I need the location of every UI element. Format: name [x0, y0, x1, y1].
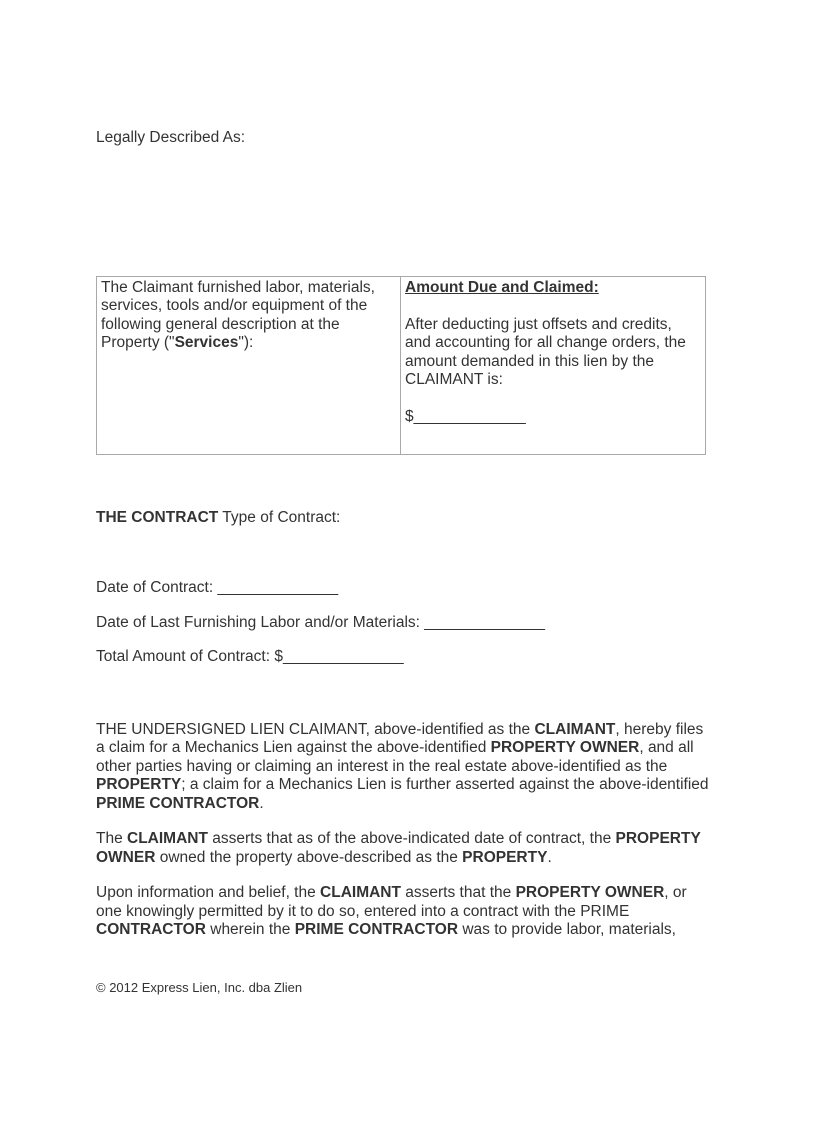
paragraph-contract-belief: Upon information and belief, the CLAIMANT asserts that the PROPERTY OWNER, or one knowingly permitted by it to do so, entered into a contract with the PRIME CONTRACTOR wherein the PRIME CONTRACTOR was to provide labor, materials,: [96, 884, 687, 938]
services-description-cell: The Claimant furnished labor, materials, services, tools and/or equipment of the following general description at the Property ("Services"):: [97, 276, 401, 454]
legally-described-label: Legally Described As:: [96, 129, 246, 146]
total-amount-of-contract-line: Total Amount of Contract: $______________: [96, 648, 404, 665]
amount-due-cell: [401, 276, 706, 454]
amount-blank-line: $_____________: [405, 408, 526, 425]
amount-due-heading: Amount Due and Claimed:: [405, 278, 599, 296]
paragraph-ownership: The CLAIMANT asserts that as of the above-indicated date of contract, the PROPERTY OWNER owned the property above-described as the PROPERTY.: [96, 830, 701, 866]
footer-copyright: © 2012 Express Lien, Inc. dba Zlien: [96, 979, 303, 995]
amount-due-body: After deducting just offsets and credits, and accounting for all change orders, the amount demanded in this lien by the CLAIMANT is:: [405, 315, 686, 388]
table-row: [97, 276, 706, 454]
contract-section-heading: THE CONTRACT Type of Contract:: [96, 508, 341, 526]
paragraph-claim-filing: THE UNDERSIGNED LIEN CLAIMANT, above-identified as the CLAIMANT, hereby files a claim for a Mechanics Lien against the above-identified PROPERTY OWNER, and all other parties having or claiming an interest in the real estate above-identified as the PROPERTY; a claim for a Mechanics Lien is further asserted against the above-identified PRIME CONTRACTOR.: [96, 720, 709, 812]
date-of-contract-line: Date of Contract: ______________: [96, 579, 339, 596]
date-of-last-furnishing-line: Date of Last Furnishing Labor and/or Materials: ______________: [96, 613, 545, 631]
services-claim-table: [96, 276, 706, 455]
